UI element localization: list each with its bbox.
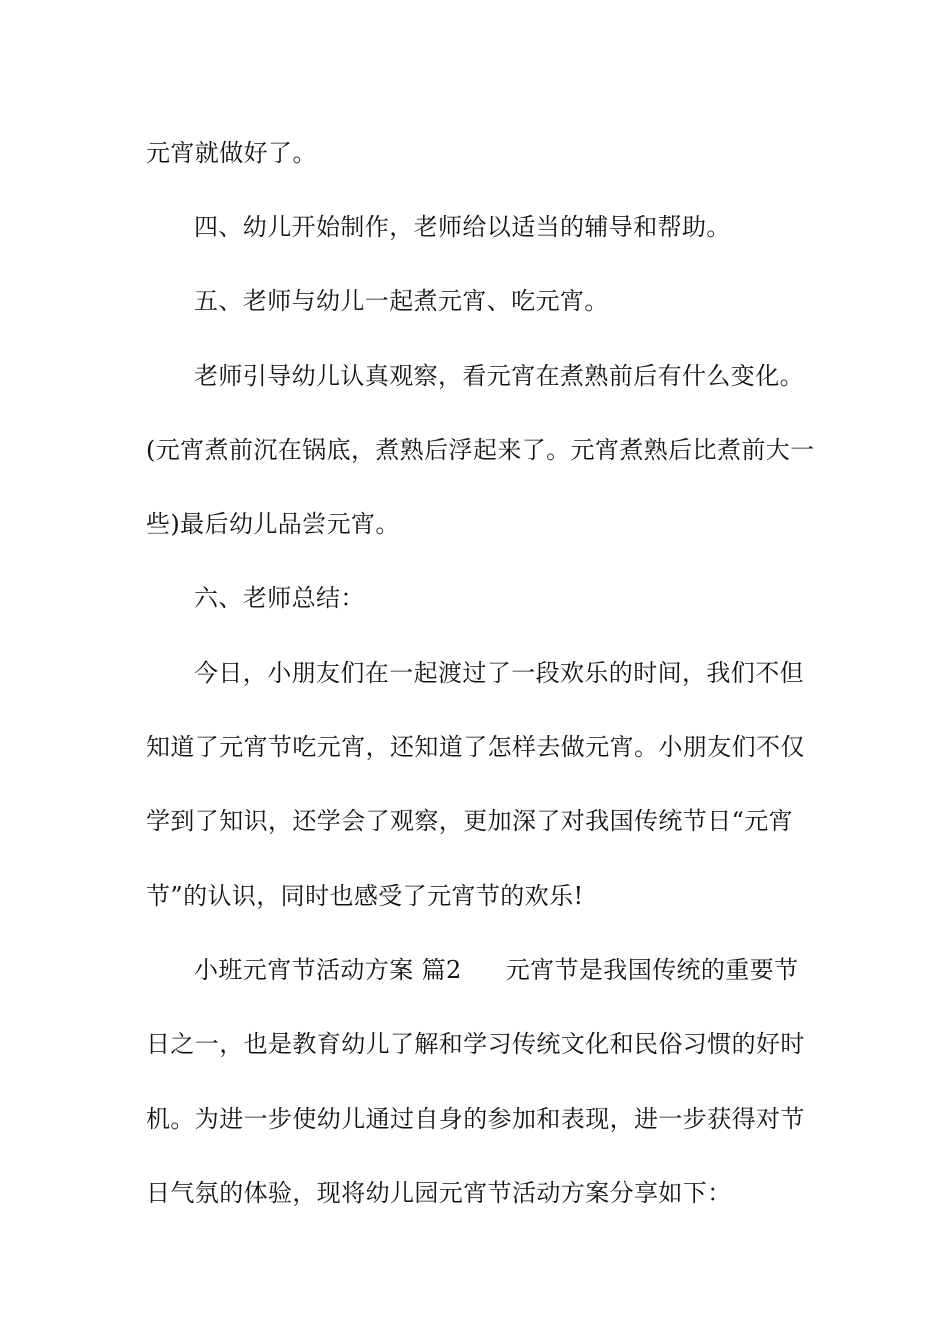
text-line: 元宵就做好了。 — [146, 139, 317, 167]
section-heading-line — [194, 950, 816, 990]
text-line: 四、幼儿开始制作，老师给以适当的辅导和帮助。 — [194, 213, 731, 241]
section-intro: 元宵节是我国传统的重要节 — [505, 956, 799, 984]
text-line: 六、老师总结： — [194, 584, 365, 612]
text-line: 些)最后幼儿品尝元宵。 — [146, 510, 400, 538]
text-line: 机。为进一步使幼儿通过自身的参加和表现，进一步获得对节 — [146, 1105, 805, 1133]
text-line: 节”的认识，同时也感受了元宵节的欢乐! — [146, 882, 584, 910]
text-line: 日气氛的体验，现将幼儿园元宵节活动方案分享如下： — [146, 1179, 732, 1207]
text-line: 五、老师与幼儿一起煮元宵、吃元宵。 — [194, 287, 609, 315]
text-line: 学到了知识，还学会了观察，更加深了对我国传统节日“元宵 — [146, 807, 794, 835]
section-heading: 小班元宵节活动方案 篇2 — [194, 956, 462, 984]
text-line: 知道了元宵节吃元宵，还知道了怎样去做元宵。小朋友们不仅 — [146, 733, 805, 761]
text-line: 老师引导幼儿认真观察，看元宵在煮熟前后有什么变化。 — [194, 362, 804, 390]
text-line: (元宵煮前沉在锅底，煮熟后浮起来了。元宵煮熟后比煮前大一 — [146, 436, 815, 464]
text-line: 今日，小朋友们在一起渡过了一段欢乐的时间，我们不但 — [194, 659, 804, 687]
text-line: 日之一，也是教育幼儿了解和学习传统文化和民俗习惯的好时 — [146, 1030, 805, 1058]
